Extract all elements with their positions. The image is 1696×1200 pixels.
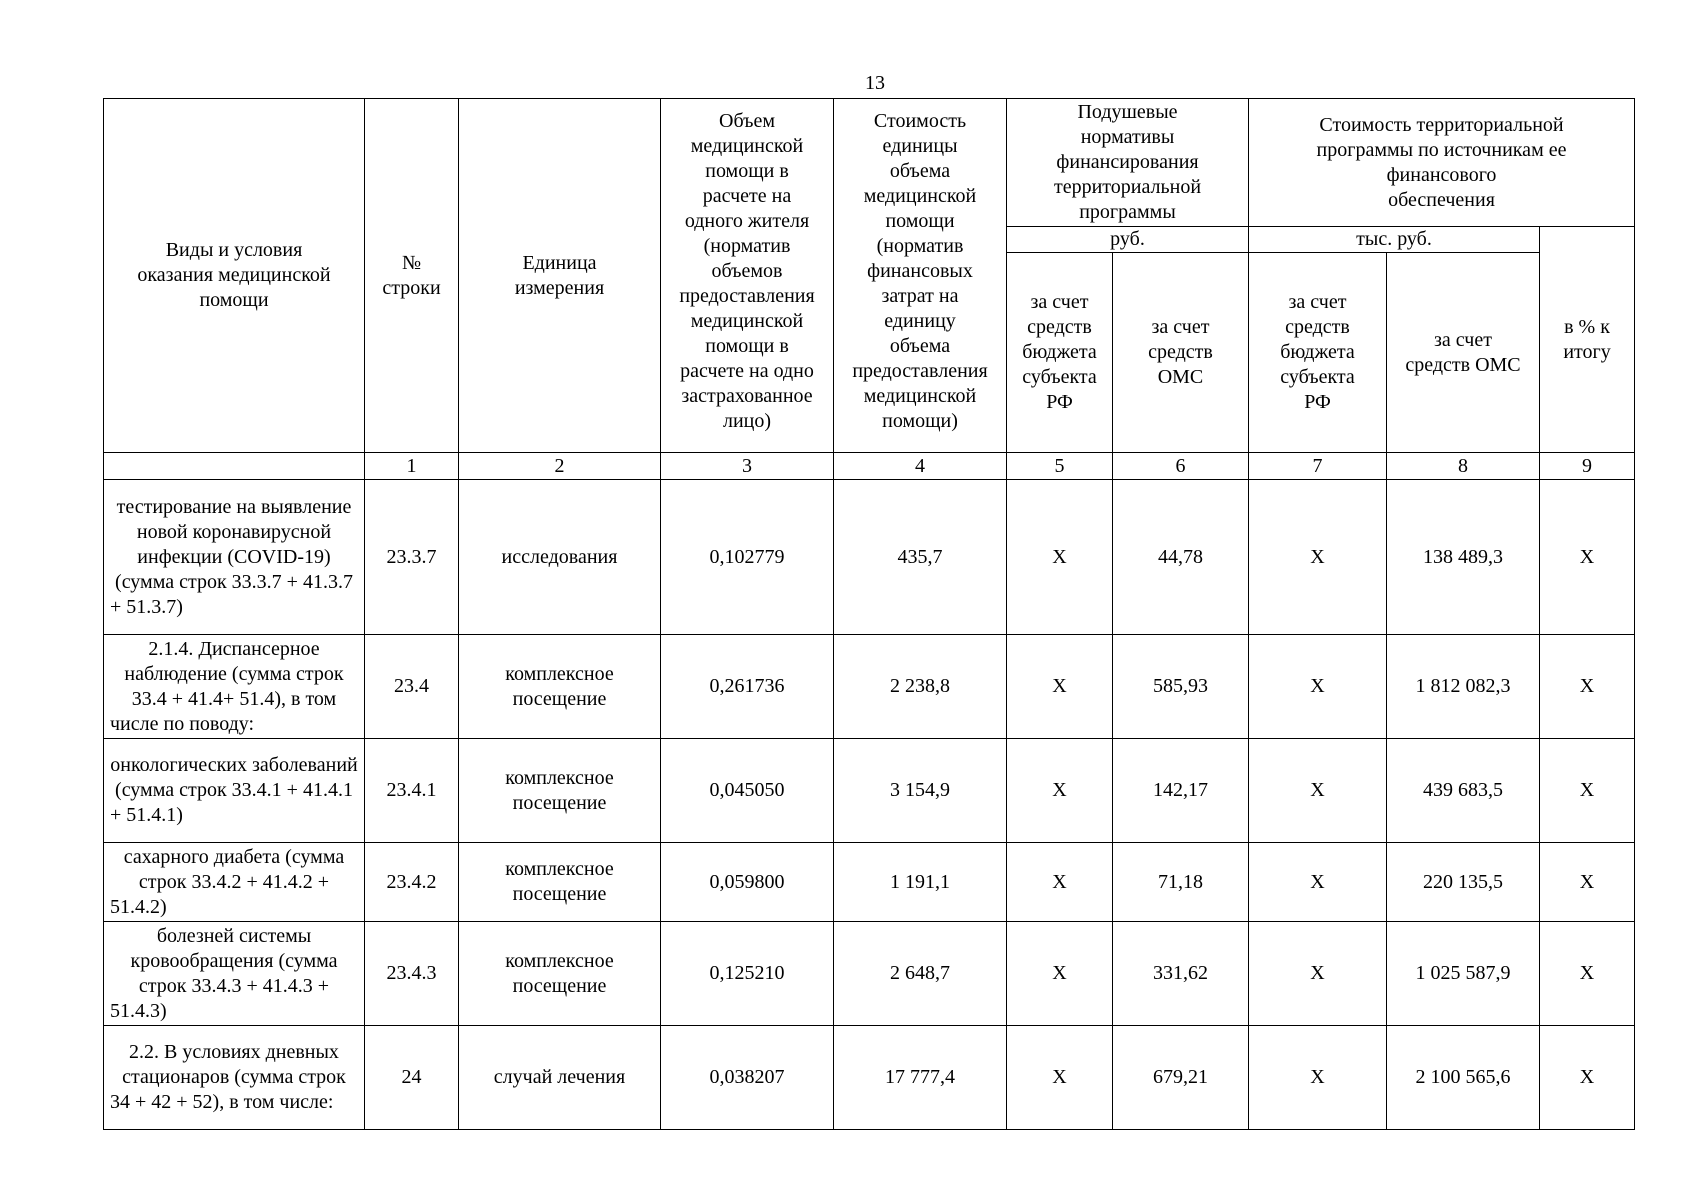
row-number: 23.4.1 — [365, 739, 459, 843]
row-number: 23.4.2 — [365, 843, 459, 922]
row-oms-rub: 331,62 — [1113, 922, 1249, 1026]
unit-rub: руб. — [1007, 227, 1249, 253]
header-volume: Объем медицинской помощи в расчете на одного жителя (норматив объемов предоставления медицинской помощи в расчете на одно застрахованное лицо) — [661, 99, 834, 453]
row-percent: Х — [1540, 739, 1635, 843]
row-name: тестирование на выявление новой коронавирусной инфекции (COVID-19) (сумма строк 33.3.7 + 41.3.7 + 51.3.7) — [104, 480, 365, 635]
table-row — [104, 739, 1635, 843]
row-budget-thous: Х — [1249, 922, 1387, 1026]
table-row — [104, 480, 1635, 635]
row-budget-rub: Х — [1007, 739, 1113, 843]
row-oms-rub: 71,18 — [1113, 843, 1249, 922]
table-row — [104, 922, 1635, 1026]
row-oms-thous: 138 489,3 — [1387, 480, 1540, 635]
row-percent: Х — [1540, 922, 1635, 1026]
row-name: 2.1.4. Диспансерное наблюдение (сумма строк 33.4 + 41.4+ 51.4), в том числе по поводу: — [104, 635, 365, 739]
row-budget-rub: Х — [1007, 922, 1113, 1026]
row-budget-rub: Х — [1007, 635, 1113, 739]
row-cost: 2 238,8 — [834, 635, 1007, 739]
row-name: болезней системы кровообращения (сумма строк 33.4.3 + 41.4.3 + 51.4.3) — [104, 922, 365, 1026]
column-number: 6 — [1113, 453, 1249, 480]
row-number: 24 — [365, 1026, 459, 1130]
header-types: Виды и условия оказания медицинской помощи — [104, 99, 365, 453]
row-unit: случай лечения — [459, 1026, 661, 1130]
row-budget-rub: Х — [1007, 1026, 1113, 1130]
row-oms-rub: 44,78 — [1113, 480, 1249, 635]
row-budget-rub: Х — [1007, 843, 1113, 922]
unit-thous-rub: тыс. руб. — [1249, 227, 1540, 253]
row-oms-rub: 585,93 — [1113, 635, 1249, 739]
column-number: 4 — [834, 453, 1007, 480]
header-percent: в % к итогу — [1540, 227, 1635, 453]
table-row — [104, 1026, 1635, 1130]
row-oms-rub: 679,21 — [1113, 1026, 1249, 1130]
column-number — [104, 453, 365, 480]
row-cost: 435,7 — [834, 480, 1007, 635]
row-volume: 0,038207 — [661, 1026, 834, 1130]
row-budget-thous: Х — [1249, 1026, 1387, 1130]
row-volume: 0,102779 — [661, 480, 834, 635]
row-oms-thous: 439 683,5 — [1387, 739, 1540, 843]
row-cost: 3 154,9 — [834, 739, 1007, 843]
row-volume: 0,045050 — [661, 739, 834, 843]
column-number: 8 — [1387, 453, 1540, 480]
column-number: 1 — [365, 453, 459, 480]
financing-table — [103, 98, 1635, 1130]
table-row — [104, 843, 1635, 922]
header-program-cost: Стоимость территориальной программы по источникам ее финансового обеспечения — [1249, 99, 1635, 227]
row-name: сахарного диабета (сумма строк 33.4.2 + 41.4.2 + 51.4.2) — [104, 843, 365, 922]
row-budget-thous: Х — [1249, 480, 1387, 635]
row-budget-thous: Х — [1249, 635, 1387, 739]
row-cost: 1 191,1 — [834, 843, 1007, 922]
row-oms-thous: 1 025 587,9 — [1387, 922, 1540, 1026]
row-cost: 17 777,4 — [834, 1026, 1007, 1130]
column-number: 5 — [1007, 453, 1113, 480]
row-oms-rub: 142,17 — [1113, 739, 1249, 843]
column-numbers-row — [104, 453, 1635, 480]
header-budget-rub: за счет средств бюджета субъекта РФ — [1007, 253, 1113, 453]
row-volume: 0,125210 — [661, 922, 834, 1026]
row-unit: комплексное посещение — [459, 843, 661, 922]
row-oms-thous: 220 135,5 — [1387, 843, 1540, 922]
row-cost: 2 648,7 — [834, 922, 1007, 1026]
column-number: 2 — [459, 453, 661, 480]
row-budget-thous: Х — [1249, 739, 1387, 843]
row-percent: Х — [1540, 480, 1635, 635]
row-unit: комплексное посещение — [459, 739, 661, 843]
header-oms-rub: за счет средств ОМС — [1113, 253, 1249, 453]
row-name: онкологических заболеваний (сумма строк 33.4.1 + 41.4.1 + 51.4.1) — [104, 739, 365, 843]
column-number: 3 — [661, 453, 834, 480]
row-unit: исследования — [459, 480, 661, 635]
column-number: 7 — [1249, 453, 1387, 480]
row-number: 23.3.7 — [365, 480, 459, 635]
row-name: 2.2. В условиях дневных стационаров (сумма строк 34 + 42 + 52), в том числе: — [104, 1026, 365, 1130]
header-budget-thous: за счет средств бюджета субъекта РФ — [1249, 253, 1387, 453]
row-percent: Х — [1540, 1026, 1635, 1130]
header-unit: Единица измерения — [459, 99, 661, 453]
row-unit: комплексное посещение — [459, 922, 661, 1026]
row-budget-rub: Х — [1007, 480, 1113, 635]
header-cost: Стоимость единицы объема медицинской помощи (норматив финансовых затрат на единицу объема предоставления медицинской помощи) — [834, 99, 1007, 453]
row-oms-thous: 2 100 565,6 — [1387, 1026, 1540, 1130]
header-oms-thous: за счет средств ОМС — [1387, 253, 1540, 453]
row-budget-thous: Х — [1249, 843, 1387, 922]
header-per-capita: Подушевые нормативы финансирования территориальной программы — [1007, 99, 1249, 227]
page-number: 13 — [865, 72, 885, 94]
header-row — [104, 99, 1635, 227]
header-row-no: № строки — [365, 99, 459, 453]
row-oms-thous: 1 812 082,3 — [1387, 635, 1540, 739]
column-number: 9 — [1540, 453, 1635, 480]
row-number: 23.4 — [365, 635, 459, 739]
row-volume: 0,261736 — [661, 635, 834, 739]
row-volume: 0,059800 — [661, 843, 834, 922]
row-percent: Х — [1540, 635, 1635, 739]
table-row — [104, 635, 1635, 739]
row-number: 23.4.3 — [365, 922, 459, 1026]
row-unit: комплексное посещение — [459, 635, 661, 739]
row-percent: Х — [1540, 843, 1635, 922]
